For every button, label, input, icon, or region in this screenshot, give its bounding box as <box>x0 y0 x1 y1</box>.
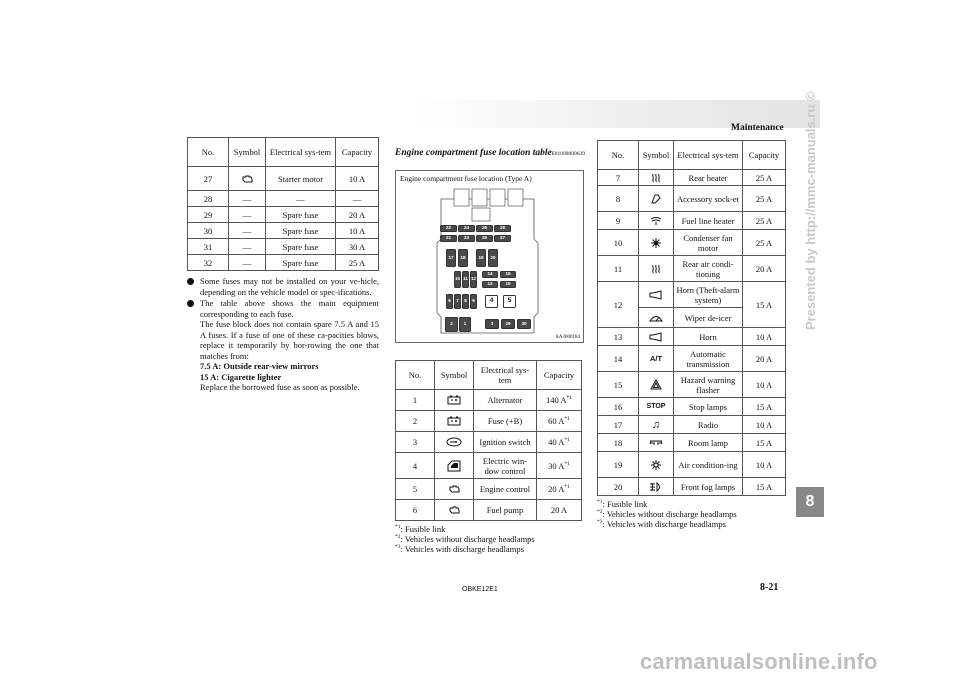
table-row: 15 Hazard warning flasher 10 A <box>598 372 786 398</box>
fuse-slot-10: 10 <box>454 271 461 288</box>
fuse-slot-3: 3 <box>485 319 499 329</box>
engine-icon <box>241 174 254 184</box>
col-capacity: Capacity <box>336 138 379 167</box>
section-title: Maintenance <box>731 123 784 133</box>
table-row: 30 — Spare fuse 10 A <box>188 223 379 239</box>
hazard-icon <box>650 379 662 390</box>
table-row: 10 Condenser fan motor 25 A <box>598 230 786 256</box>
table-row: 4 Electric win-dow control 30 $A^{*1}$ <box>396 453 582 479</box>
bullet-icon <box>187 278 194 285</box>
fuse-slot-6: 6 <box>446 294 453 309</box>
middle-fuse-table <box>395 360 582 521</box>
fuse-slot-13: 13 <box>482 281 498 288</box>
table-row: 12 Horn (Theft-alarm system) 15 A <box>598 282 786 308</box>
fuse-slot-19: 19 <box>476 249 486 267</box>
col-symbol: Symbol <box>435 361 474 390</box>
table-row: 5 Engine control 20 $A^{*1}$ <box>396 479 582 500</box>
fuel-line-heater-icon <box>650 216 662 226</box>
left-column <box>187 137 379 394</box>
table-row: 17 ♫ Radio 10 A <box>598 416 786 434</box>
power-window-icon <box>447 460 461 472</box>
fuse-slot-17: 17 <box>446 249 456 267</box>
col-system: Electrical sys-tem <box>474 361 537 390</box>
fuse-slot-12: 12 <box>470 271 477 288</box>
table-row: 1 Alternator 140 $A^{*1}$ <box>396 390 582 411</box>
document-code: OBKE12E1 <box>462 586 498 593</box>
fuse-slot-14: 14 <box>482 271 498 278</box>
ignition-key-icon <box>446 437 462 447</box>
table-row: 9 Fuel line heater 25 A <box>598 212 786 230</box>
left-fuse-table <box>187 137 379 271</box>
fuse-slot-7: 7 <box>454 294 461 309</box>
fog-lamp-icon <box>649 482 663 492</box>
horn-icon <box>649 332 663 342</box>
table-row: 20 Front fog lamps 15 A <box>598 478 786 496</box>
wiper-icon <box>649 313 663 323</box>
fuse-slot-8: 8 <box>462 294 469 309</box>
note-item: Some fuses may not be installed on your ve-hicle, depending on the vehicle model or spec-ifications. <box>187 276 379 297</box>
bullet-icon <box>187 300 194 307</box>
col-capacity: Capacity <box>537 361 582 390</box>
table-row: 19 Air condition-ing 10 A <box>598 452 786 478</box>
table-row: 28 — — — <box>188 191 379 207</box>
table-row: 29 — Spare fuse 20 A <box>188 207 379 223</box>
table-row: 3 Ignition switch 40 $A^{*1}$ <box>396 432 582 453</box>
fuse-slot-1: 1 <box>459 317 471 332</box>
battery-icon <box>447 416 461 426</box>
bottom-watermark: carmanualsonline.info <box>640 649 878 674</box>
middle-column <box>395 360 582 554</box>
condenser-fan-icon <box>650 237 662 249</box>
table-row: 11 Rear air condi-tioning 20 A <box>598 256 786 282</box>
table-row: 27 Starter motor 10 A <box>188 167 379 191</box>
battery-icon <box>447 395 461 405</box>
engine-icon <box>448 505 461 515</box>
fuse-slot-18: 18 <box>458 249 468 267</box>
table-row: 32 — Spare fuse 25 A <box>188 255 379 271</box>
fuse-slot-21: 21 <box>440 235 457 242</box>
chapter-tab: 8 <box>796 487 824 517</box>
fuse-slot-23: 23 <box>458 235 475 242</box>
right-fuse-table <box>597 140 786 496</box>
table-row: 16 STOP Stop lamps 15 A <box>598 398 786 416</box>
table-row: 2 Fuse (+B) 60 $A^{*1}$ <box>396 411 582 432</box>
fuse-slot-28: 28 <box>494 225 511 232</box>
footnotes: $^{*1}$: Fusible link $^{*2}$: Vehicles without discharge headlamps $^{*3}$: Vehicles with discharge headlamps <box>597 499 737 529</box>
socket-icon <box>650 193 662 205</box>
fuse-slot-15: 15 <box>500 281 516 288</box>
table-row: 14 A/T Automatic transmission 20 A <box>598 346 786 372</box>
fuse-slot-2: 2 <box>445 317 458 332</box>
table-row: 8 Accessory sock-et 25 A <box>598 186 786 212</box>
col-capacity: Capacity <box>743 141 786 170</box>
fuse-slot-9: 9 <box>470 294 477 309</box>
table-row: 31 — Spare fuse 30 A <box>188 239 379 255</box>
table-row: 6 Fuel pump 20 A <box>396 500 582 521</box>
table-row: 18 Room lamp 15 A <box>598 434 786 452</box>
col-symbol: Symbol <box>639 141 674 170</box>
footnotes: $^{*1}$: Fusible link $^{*2}$: Vehicles without discharge headlamps $^{*3}$: Vehicles with discharge headlamps <box>395 524 535 554</box>
page-number: 8-21 <box>760 582 779 593</box>
fuse-slot-11: 11 <box>462 271 469 288</box>
fuse-slot-30: 30 <box>517 319 531 329</box>
fuse-slot-4: 4 <box>485 295 498 308</box>
at-symbol: A/T <box>639 346 674 372</box>
col-system: Electrical sys-tem <box>266 138 336 167</box>
fuse-slot-16: 16 <box>500 271 516 278</box>
rear-air-icon <box>650 264 662 274</box>
col-symbol: Symbol <box>229 138 266 167</box>
fuse-slot-20: 20 <box>488 249 498 267</box>
col-system: Electrical sys-tem <box>674 141 743 170</box>
fuse-slot-22: 22 <box>440 225 457 232</box>
col-no: No. <box>396 361 435 390</box>
horn-icon <box>649 290 663 300</box>
music-note-icon: ♫ <box>639 416 674 434</box>
engine-icon <box>448 484 461 494</box>
notes <box>187 276 379 393</box>
room-lamp-icon <box>649 438 663 448</box>
fuse-slot-27: 27 <box>494 235 511 242</box>
fuse-slot-24: 24 <box>458 225 475 232</box>
fuse-slot-5: 5 <box>503 295 516 308</box>
table-row: 13 Horn 10 A <box>598 328 786 346</box>
fuse-slot-29: 29 <box>501 319 515 329</box>
fuse-slot-25: 25 <box>476 235 493 242</box>
diagram-caption: Engine compartment fuse location table E01008000639 <box>395 148 585 158</box>
rear-heater-icon <box>650 173 662 183</box>
col-no: No. <box>188 138 229 167</box>
right-column <box>597 140 786 529</box>
table-row: 7 Rear heater 25 A <box>598 170 786 186</box>
note-item: The table above shows the main equipment corresponding to each fuse. The fuse block does not contain spare 7.5 A and 15 A fuses. If a fuse of one of these ca-pacities blows, replace it temporarily by bor-rowing the one that matches from: 7.5 A: Outside rear-view mirrors 15 A: Cigarette lighter Replace the borrowed fuse as soon as possible. <box>187 298 379 393</box>
air-condition-icon <box>650 459 662 471</box>
fuse-slot-26: 26 <box>476 225 493 232</box>
fuse-location-diagram: Engine compartment fuse location (Type A) 22 24 26 28 21 23 25 27 17 18 19 20 10 11 12 14 16 13 15 6 7 8 9 4 5 2 1 3 29 30 AA3000184 <box>395 170 584 343</box>
col-no: No. <box>598 141 639 170</box>
table-row: Wiper de-icer <box>598 308 786 328</box>
stop-symbol: STOP <box>639 398 674 416</box>
